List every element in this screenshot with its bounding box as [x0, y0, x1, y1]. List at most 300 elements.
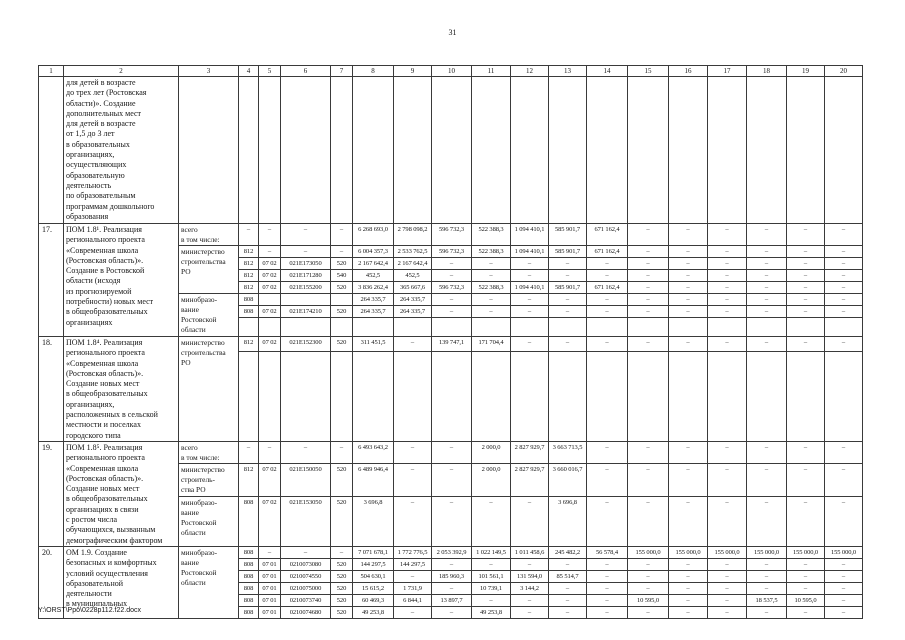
- measure-name-line: организациях в связи: [66, 504, 139, 514]
- table-row: [39, 546, 863, 558]
- year-amount: –: [628, 258, 669, 270]
- executor: [179, 442, 239, 464]
- year-amount: –: [669, 246, 708, 258]
- target-article-code: 021E171280: [281, 270, 331, 282]
- year-amount: –: [587, 270, 628, 282]
- year-amount: –: [708, 282, 747, 294]
- measure-name-line: организациях,: [66, 399, 115, 409]
- year-amount: –: [787, 558, 825, 570]
- measure-name: [64, 77, 179, 224]
- year-amount: –: [511, 606, 549, 618]
- year-amount: –: [708, 570, 747, 582]
- year-amount: –: [432, 442, 472, 464]
- year-amount: 155 000,0: [787, 546, 825, 558]
- measure-name-line: Создание новых мест: [66, 379, 140, 389]
- target-article-code: [281, 294, 331, 306]
- total-amount: 3 696,8: [353, 496, 394, 546]
- expense-type-code: –: [331, 224, 353, 246]
- year-amount: 2 053 392,9: [432, 546, 472, 558]
- measure-name-line: деятельности: [66, 589, 112, 599]
- year-amount: –: [432, 306, 472, 318]
- year-amount: –: [587, 582, 628, 594]
- column-header: 8: [353, 66, 394, 77]
- measure-name-line: от 1,5 до 3 лет: [66, 129, 115, 139]
- measure-name-line: для детей в возрасте: [66, 78, 136, 87]
- year-amount: –: [825, 464, 863, 496]
- year-amount: 2 533 762,5: [394, 246, 432, 258]
- grbs-code: 808: [239, 496, 259, 546]
- year-amount: 3 663 713,5: [549, 442, 587, 464]
- year-amount: –: [432, 464, 472, 496]
- year-amount: [787, 352, 825, 442]
- expense-type-code: 520: [331, 306, 353, 318]
- year-amount: –: [669, 442, 708, 464]
- section-code: 07 01: [259, 558, 281, 570]
- expense-type-code: 520: [331, 606, 353, 618]
- year-amount: [472, 77, 511, 224]
- year-amount: –: [669, 258, 708, 270]
- executor-line: строитель-: [181, 475, 215, 485]
- executor-line: Ростовской: [181, 567, 217, 577]
- target-article-code: 021E173050: [281, 258, 331, 270]
- year-amount: –: [549, 582, 587, 594]
- total-amount: 2 167 642,4: [353, 258, 394, 270]
- year-amount: –: [472, 558, 511, 570]
- measure-name-line: организациях: [66, 317, 113, 327]
- year-amount: 522 388,3: [472, 224, 511, 246]
- measure-name-line: в образовательных: [66, 139, 130, 149]
- year-amount: 101 561,1: [472, 570, 511, 582]
- year-amount: 171 704,4: [472, 337, 511, 352]
- measure-name-line: потребности) новых мест: [66, 297, 154, 307]
- year-amount: –: [511, 337, 549, 352]
- expense-type-code: 520: [331, 582, 353, 594]
- year-amount: 365 667,6: [394, 282, 432, 294]
- year-amount: 10 595,0: [787, 594, 825, 606]
- executor: [179, 546, 239, 618]
- executor: [179, 77, 239, 224]
- executor-line: строительства: [181, 348, 226, 357]
- target-article-code: [281, 318, 331, 337]
- expense-type-code: 520: [331, 594, 353, 606]
- total-amount: 15 615,2: [353, 582, 394, 594]
- section-code: [259, 77, 281, 224]
- measure-name-line: по образовательным: [66, 191, 136, 201]
- year-amount: 6 844,1: [394, 594, 432, 606]
- executor-line: области: [181, 325, 206, 334]
- year-amount: –: [747, 558, 787, 570]
- executor-line: области: [181, 527, 206, 537]
- year-amount: –: [708, 464, 747, 496]
- year-amount: –: [511, 270, 549, 282]
- year-amount: 1 011 458,6: [511, 546, 549, 558]
- year-amount: 596 732,3: [432, 246, 472, 258]
- executor: [179, 337, 239, 442]
- target-article-code: 021E152300: [281, 337, 331, 352]
- year-amount: –: [472, 270, 511, 282]
- year-amount: –: [394, 464, 432, 496]
- year-amount: –: [747, 246, 787, 258]
- measure-name-line: образовательную: [66, 170, 125, 180]
- measure-name-line: осуществляющих: [66, 160, 127, 170]
- year-amount: –: [669, 570, 708, 582]
- year-amount: 49 253,8: [472, 606, 511, 618]
- table-row: [39, 224, 863, 246]
- year-amount: 85 514,7: [549, 570, 587, 582]
- year-amount: 2 000,0: [472, 464, 511, 496]
- executor-line: в том числе:: [181, 235, 220, 244]
- year-amount: –: [432, 606, 472, 618]
- year-amount: –: [628, 496, 669, 546]
- expense-type-code: [331, 294, 353, 306]
- year-amount: [787, 77, 825, 224]
- executor-line: вание: [181, 305, 199, 314]
- year-amount: –: [549, 337, 587, 352]
- section-code: [259, 352, 281, 442]
- year-amount: –: [511, 258, 549, 270]
- year-amount: 1 731,9: [394, 582, 432, 594]
- year-amount: [628, 318, 669, 337]
- section-code: 07 02: [259, 282, 281, 294]
- column-header: 9: [394, 66, 432, 77]
- expense-type-code: 520: [331, 570, 353, 582]
- expense-type-code: 540: [331, 270, 353, 282]
- measure-name-line: с ростом числа: [66, 515, 117, 525]
- grbs-code: 812: [239, 270, 259, 282]
- measure-name-line: «Современная школа: [66, 463, 139, 473]
- year-amount: [587, 318, 628, 337]
- target-article-code: –: [281, 546, 331, 558]
- year-amount: –: [511, 594, 549, 606]
- year-amount: [628, 352, 669, 442]
- year-amount: –: [708, 337, 747, 352]
- column-header: 15: [628, 66, 669, 77]
- year-amount: [708, 318, 747, 337]
- year-amount: –: [747, 606, 787, 618]
- grbs-code: 808: [239, 582, 259, 594]
- year-amount: –: [432, 258, 472, 270]
- total-amount: 504 630,1: [353, 570, 394, 582]
- executor-line: вание: [181, 507, 199, 517]
- year-amount: [432, 77, 472, 224]
- year-amount: –: [708, 496, 747, 546]
- column-header: 1: [39, 66, 64, 77]
- year-amount: –: [825, 558, 863, 570]
- year-amount: –: [394, 442, 432, 464]
- executor-line: министерство: [181, 465, 225, 475]
- measure-name-line: дополнительных мест: [66, 108, 142, 118]
- year-amount: [472, 352, 511, 442]
- year-amount: [747, 352, 787, 442]
- year-amount: –: [628, 464, 669, 496]
- executor-line: Ростовской: [181, 315, 217, 324]
- year-amount: –: [747, 306, 787, 318]
- year-amount: –: [587, 594, 628, 606]
- year-amount: [472, 318, 511, 337]
- total-amount: 6 489 946,4: [353, 464, 394, 496]
- year-amount: –: [432, 558, 472, 570]
- year-amount: [549, 352, 587, 442]
- executor-line: минобразо-: [181, 497, 218, 507]
- measure-name-line: до трех лет (Ростовская: [66, 88, 147, 98]
- executor-line: министерство: [181, 338, 225, 347]
- year-amount: [511, 352, 549, 442]
- measure-name-line: «Современная школа: [66, 358, 139, 368]
- year-amount: 2 827 929,7: [511, 464, 549, 496]
- total-amount: 6 004 357,3: [353, 246, 394, 258]
- year-amount: –: [628, 582, 669, 594]
- expense-type-code: [331, 318, 353, 337]
- executor: [179, 496, 239, 546]
- year-amount: [787, 318, 825, 337]
- measure-name-line: условий осуществления: [66, 568, 148, 578]
- year-amount: –: [825, 306, 863, 318]
- executor-line: в том числе:: [181, 453, 220, 462]
- grbs-code: 808: [239, 546, 259, 558]
- year-amount: –: [747, 337, 787, 352]
- year-amount: –: [787, 270, 825, 282]
- year-amount: 2 167 642,4: [394, 258, 432, 270]
- expense-type-code: –: [331, 442, 353, 464]
- measure-name-line: (Ростовская область)».: [66, 255, 144, 265]
- year-amount: –: [394, 337, 432, 352]
- executor-line: РО: [181, 358, 191, 367]
- year-amount: [549, 318, 587, 337]
- measure-name-line: регионального проекта: [66, 348, 145, 358]
- target-article-code: 021E150050: [281, 464, 331, 496]
- year-amount: 671 162,4: [587, 282, 628, 294]
- year-amount: –: [825, 224, 863, 246]
- row-number: 17.: [39, 224, 64, 337]
- year-amount: [549, 77, 587, 224]
- year-amount: –: [628, 442, 669, 464]
- executor: [179, 294, 239, 337]
- section-code: [259, 318, 281, 337]
- year-amount: –: [747, 464, 787, 496]
- measure-name-line: для детей в возрасте: [66, 119, 136, 129]
- table-row: [39, 442, 863, 464]
- year-amount: –: [708, 442, 747, 464]
- year-amount: –: [825, 606, 863, 618]
- year-amount: 1 022 149,5: [472, 546, 511, 558]
- year-amount: –: [825, 294, 863, 306]
- column-header: 2: [64, 66, 179, 77]
- year-amount: [511, 318, 549, 337]
- year-amount: 596 732,3: [432, 282, 472, 294]
- year-amount: [628, 77, 669, 224]
- year-amount: –: [628, 337, 669, 352]
- year-amount: [394, 318, 432, 337]
- measure-name-line: образовательной: [66, 578, 123, 588]
- year-amount: –: [747, 282, 787, 294]
- measure-name-line: области (исходя: [66, 276, 121, 286]
- year-amount: –: [587, 337, 628, 352]
- column-header: 19: [787, 66, 825, 77]
- year-amount: –: [628, 558, 669, 570]
- year-amount: 2 798 098,2: [394, 224, 432, 246]
- section-code: –: [259, 224, 281, 246]
- target-article-code: 0210073080: [281, 558, 331, 570]
- executor-line: РО: [181, 267, 191, 276]
- target-article-code: 021E155200: [281, 282, 331, 294]
- year-amount: 522 388,3: [472, 246, 511, 258]
- section-code: –: [259, 442, 281, 464]
- year-amount: –: [708, 594, 747, 606]
- year-amount: –: [432, 582, 472, 594]
- grbs-code: 812: [239, 464, 259, 496]
- measure-name-line: организациях,: [66, 150, 115, 160]
- total-amount: [353, 318, 394, 337]
- section-code: 07 02: [259, 258, 281, 270]
- year-amount: –: [587, 258, 628, 270]
- expense-type-code: 520: [331, 496, 353, 546]
- year-amount: 18 537,5: [747, 594, 787, 606]
- year-amount: –: [669, 582, 708, 594]
- year-amount: 522 388,3: [472, 282, 511, 294]
- year-amount: –: [511, 496, 549, 546]
- year-amount: [394, 77, 432, 224]
- year-amount: –: [669, 270, 708, 282]
- total-amount: [353, 77, 394, 224]
- year-amount: –: [628, 270, 669, 282]
- total-amount: 3 836 262,4: [353, 282, 394, 294]
- section-code: [259, 294, 281, 306]
- year-amount: 671 162,4: [587, 246, 628, 258]
- year-amount: –: [587, 570, 628, 582]
- expense-type-code: –: [331, 546, 353, 558]
- year-amount: [747, 318, 787, 337]
- section-code: 07 02: [259, 270, 281, 282]
- row-number: 20.: [39, 546, 64, 618]
- year-amount: –: [394, 496, 432, 546]
- year-amount: –: [787, 442, 825, 464]
- year-amount: –: [549, 306, 587, 318]
- executor-line: министерство: [181, 247, 225, 256]
- year-amount: [669, 352, 708, 442]
- target-article-code: –: [281, 246, 331, 258]
- year-amount: –: [747, 258, 787, 270]
- year-amount: 1 772 776,5: [394, 546, 432, 558]
- year-amount: –: [747, 294, 787, 306]
- year-amount: –: [472, 258, 511, 270]
- grbs-code: 808: [239, 594, 259, 606]
- year-amount: [708, 352, 747, 442]
- year-amount: 155 000,0: [669, 546, 708, 558]
- column-header: 3: [179, 66, 239, 77]
- target-article-code: 0210074550: [281, 570, 331, 582]
- executor-line: ства РО: [181, 485, 206, 495]
- measure-name-line: области)». Создание: [66, 98, 136, 108]
- year-amount: –: [587, 496, 628, 546]
- measure-name-line: ОМ 1.9. Создание: [66, 547, 127, 557]
- year-amount: –: [549, 606, 587, 618]
- year-amount: –: [787, 294, 825, 306]
- grbs-code: 808: [239, 570, 259, 582]
- year-amount: –: [432, 496, 472, 546]
- year-amount: –: [472, 496, 511, 546]
- executor-line: Ростовской: [181, 517, 217, 527]
- grbs-code: 812: [239, 282, 259, 294]
- measure-name-line: безопасных и комфортных: [66, 558, 157, 568]
- executor: [179, 464, 239, 496]
- year-amount: 1 094 410,1: [511, 246, 549, 258]
- year-amount: –: [549, 558, 587, 570]
- year-amount: –: [628, 294, 669, 306]
- column-header: 11: [472, 66, 511, 77]
- year-amount: [587, 352, 628, 442]
- year-amount: –: [825, 246, 863, 258]
- measure-name-line: обучающихся, вызванным: [66, 525, 156, 535]
- year-amount: 144 297,5: [394, 558, 432, 570]
- grbs-code: [239, 77, 259, 224]
- year-amount: –: [825, 594, 863, 606]
- column-header: 20: [825, 66, 863, 77]
- year-amount: 1 094 410,1: [511, 282, 549, 294]
- year-amount: 2 000,0: [472, 442, 511, 464]
- year-amount: –: [825, 570, 863, 582]
- year-amount: –: [669, 306, 708, 318]
- table-row: [39, 77, 863, 224]
- year-amount: –: [628, 246, 669, 258]
- file-path-footer: Y:\ORST\Ppo\0228p112.f22.docx: [38, 607, 141, 614]
- year-amount: –: [432, 270, 472, 282]
- page-number: 31: [448, 28, 457, 37]
- target-article-code: 021E153050: [281, 496, 331, 546]
- year-amount: 452,5: [394, 270, 432, 282]
- target-article-code: [281, 77, 331, 224]
- year-amount: –: [708, 224, 747, 246]
- year-amount: –: [708, 246, 747, 258]
- section-code: 07 02: [259, 337, 281, 352]
- year-amount: –: [587, 306, 628, 318]
- year-amount: 155 000,0: [708, 546, 747, 558]
- expense-type-code: 520: [331, 337, 353, 352]
- executor-line: всего: [181, 225, 198, 234]
- expense-type-code: 520: [331, 258, 353, 270]
- year-amount: –: [787, 582, 825, 594]
- measure-name: [64, 224, 179, 337]
- year-amount: –: [628, 282, 669, 294]
- year-amount: –: [825, 337, 863, 352]
- year-amount: –: [472, 594, 511, 606]
- year-amount: –: [708, 270, 747, 282]
- year-amount: [747, 77, 787, 224]
- total-amount: 6 268 693,0: [353, 224, 394, 246]
- expense-type-code: [331, 352, 353, 442]
- total-amount: 49 253,8: [353, 606, 394, 618]
- section-code: 07 02: [259, 306, 281, 318]
- year-amount: 585 901,7: [549, 224, 587, 246]
- year-amount: 185 960,3: [432, 570, 472, 582]
- year-amount: 155 000,0: [747, 546, 787, 558]
- year-amount: –: [549, 294, 587, 306]
- target-article-code: 021E174210: [281, 306, 331, 318]
- year-amount: [394, 352, 432, 442]
- year-amount: –: [587, 294, 628, 306]
- year-amount: –: [747, 270, 787, 282]
- year-amount: –: [472, 306, 511, 318]
- column-header: 13: [549, 66, 587, 77]
- grbs-code: –: [239, 224, 259, 246]
- year-amount: –: [787, 337, 825, 352]
- year-amount: –: [787, 306, 825, 318]
- year-amount: [669, 318, 708, 337]
- year-amount: 139 747,1: [432, 337, 472, 352]
- year-amount: –: [669, 558, 708, 570]
- year-amount: –: [669, 224, 708, 246]
- total-amount: 6 493 643,2: [353, 442, 394, 464]
- year-amount: 3 660 016,7: [549, 464, 587, 496]
